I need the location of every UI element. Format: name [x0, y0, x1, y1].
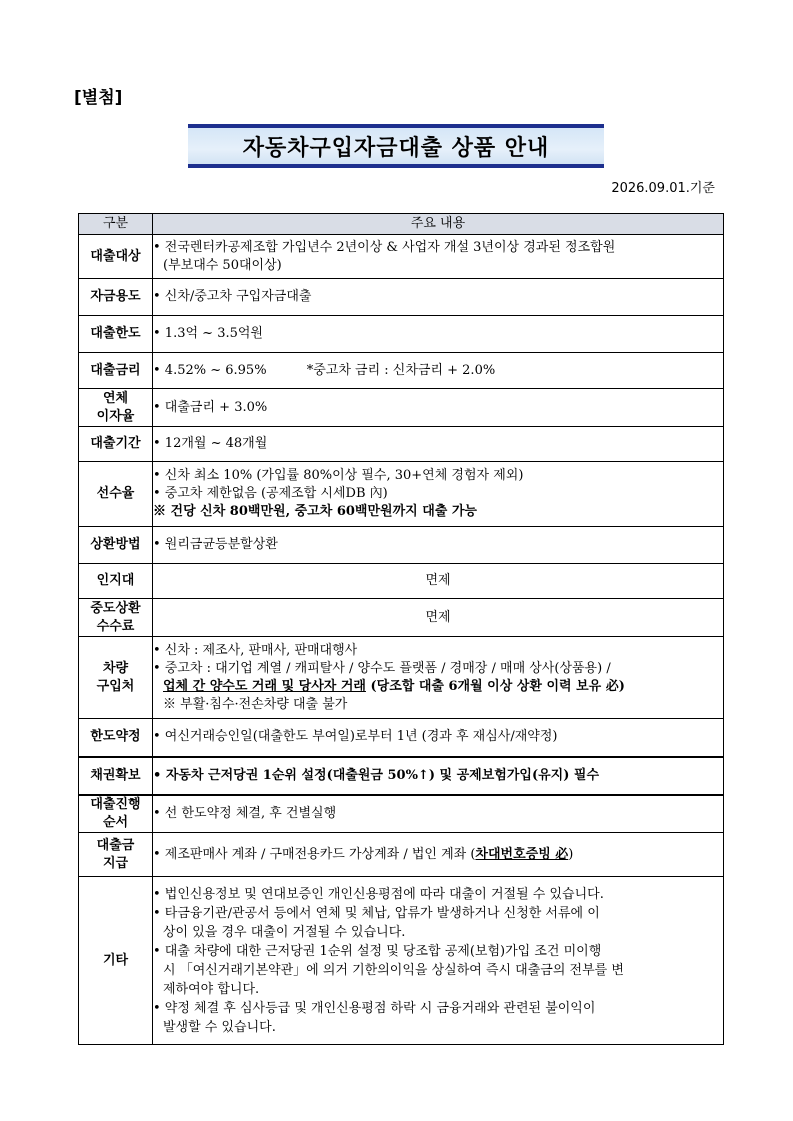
- content-line: • 법인신용정보 및 연대보증인 개인신용평점에 따라 대출이 거절될 수 있습니다.: [153, 886, 604, 902]
- row-label-line: 차량: [102, 660, 129, 676]
- attachment-label: [별첨]: [74, 88, 123, 108]
- row-content: [153, 279, 724, 316]
- content-line: • 중고차 : 대기업 계열 / 캐피탈사 / 양수도 플랫폼 / 경매장 / 매매 상사(상품용) /: [153, 660, 611, 676]
- content-line: • 약정 체결 후 심사등급 및 개인신용평점 하락 시 금융거래와 관련된 불이익이: [153, 1000, 596, 1016]
- bold-text: (당조합 대출 6개월 이상 상환 이력 보유 必): [365, 678, 625, 694]
- row-label: [79, 389, 153, 427]
- table-row: [79, 427, 724, 462]
- row-label: 대출금리: [79, 353, 153, 389]
- table-row: [79, 527, 724, 564]
- content-line: • 자동차 근저당권 1순위 설정(대출원금 50%↑) 및 공제보험가입(유지) 필수: [153, 767, 600, 783]
- row-content: 면제: [153, 564, 724, 599]
- table-row: [79, 316, 724, 353]
- row-content: [153, 637, 724, 719]
- table-header-row: [79, 214, 724, 235]
- content-line: • 중고차 제한없음 (공제조합 시세DB 內): [153, 486, 388, 501]
- row-content: [153, 316, 724, 353]
- content-line: • 12개월 ~ 48개월: [153, 436, 268, 451]
- content-line: • 선 한도약정 체결, 후 건별실행: [153, 805, 337, 821]
- content-line: • 원리금균등분할상환: [153, 537, 278, 552]
- row-content: [153, 235, 724, 279]
- header-content: 주요 내용: [153, 214, 724, 235]
- document-title: 자동차구입자금대출 상품 안내: [242, 135, 550, 161]
- row-label: 자금용도: [79, 279, 153, 316]
- row-content: 면제: [153, 599, 724, 637]
- header-category: 구분: [79, 214, 153, 235]
- row-content: [153, 833, 724, 877]
- product-table: [78, 213, 724, 1045]
- table-row: [79, 353, 724, 389]
- content-line: • 신차 : 제조사, 판매사, 판매대행사: [153, 642, 358, 658]
- table-row: [79, 462, 724, 527]
- content-line: 발생할 수 있습니다.: [163, 1019, 276, 1035]
- content-line: ※ 부활·침수·전손차량 대출 불가: [163, 696, 348, 712]
- content-line: 상이 있을 경우 대출이 거절될 수 있습니다.: [163, 924, 406, 940]
- table-row: [79, 833, 724, 877]
- content-line: • 여신거래승인일(대출한도 부여일)로부터 1년 (경과 후 재심사/재약정): [153, 729, 558, 745]
- row-label-line: 수수료: [96, 618, 135, 634]
- table-row: [79, 877, 724, 1045]
- table-row: [79, 279, 724, 316]
- row-label-line: 지급: [102, 855, 129, 871]
- content-line: • 신차 최소 10% (가입률 80%이상 필수, 30+연체 경험자 제외): [153, 468, 524, 483]
- content-line: *중고차 금리 : 신차금리 + 2.0%: [306, 362, 496, 378]
- content-line: • 신차/중고차 구입자금대출: [153, 289, 312, 304]
- content-line: • 4.52% ~ 6.95%: [153, 362, 267, 378]
- row-content: [153, 719, 724, 757]
- content-line: • 타금융기관/관공서 등에서 연체 및 체납, 압류가 발생하거나 신청한 서류에 이: [153, 905, 600, 921]
- table-row: [79, 564, 724, 599]
- row-label: 대출한도: [79, 316, 153, 353]
- underlined-text: 업체 간 양수도 거래 및 당사자 거래: [163, 678, 366, 694]
- row-label-line: 대출진행: [90, 796, 141, 812]
- row-label: [79, 599, 153, 637]
- table-row: [79, 599, 724, 637]
- row-content: [153, 389, 724, 427]
- content-line: 시 「여신거래기본약관」에 의거 기한의이익을 상실하여 즉시 대출금의 전부를 변: [163, 962, 624, 978]
- row-content: [153, 527, 724, 564]
- content-line: • 전국렌터카공제조합 가입년수 2년이상 & 사업자 개설 3년이상 경과된 정조합원: [153, 239, 616, 255]
- row-label: [79, 833, 153, 877]
- content-line: ※ 건당 신차 80백만원, 중고차 60백만원까지 대출 가능: [153, 504, 477, 519]
- row-label: 상환방법: [79, 527, 153, 564]
- row-content: [153, 427, 724, 462]
- row-label: [79, 637, 153, 719]
- table-row: [79, 719, 724, 757]
- row-label-line: 순서: [102, 814, 129, 830]
- content-line: [153, 678, 723, 696]
- row-content: [153, 757, 724, 795]
- row-label: 채권확보: [79, 757, 153, 795]
- content-line: • 1.3억 ~ 3.5억원: [153, 326, 263, 341]
- row-content: [153, 353, 724, 389]
- content-line: • 대출 차량에 대한 근저당권 1순위 설정 및 당조합 공제(보험)가입 조건 미이행: [153, 943, 602, 959]
- table-row: [79, 389, 724, 427]
- table-row: [79, 637, 724, 719]
- title-banner: [188, 124, 604, 168]
- row-content: [153, 877, 724, 1045]
- row-label-line: 구입처: [96, 678, 135, 694]
- content-line: 제하여야 합니다.: [163, 981, 260, 997]
- row-label: 한도약정: [79, 719, 153, 757]
- row-label: 선수율: [79, 462, 153, 527]
- content-line: (부보대수 50대이상): [163, 257, 282, 273]
- row-label-line: 대출금: [96, 837, 135, 853]
- row-label: 대출기간: [79, 427, 153, 462]
- row-label: 인지대: [79, 564, 153, 599]
- table-row: [79, 757, 724, 795]
- table-row: [79, 235, 724, 279]
- row-content: [153, 462, 724, 527]
- underlined-text: 차대번호증빙 必: [475, 846, 569, 862]
- table-row: [79, 795, 724, 833]
- reference-date: 2026.09.01.기준: [611, 181, 715, 196]
- row-label: 기타: [79, 877, 153, 1045]
- content-line: • 제조판매사 계좌 / 구매전용카드 가상계좌 / 법인 계좌 (: [153, 846, 476, 862]
- row-label-line: 중도상환: [90, 600, 141, 616]
- row-content: [153, 795, 724, 833]
- row-label-line: 연체: [102, 390, 129, 406]
- content-close: ): [568, 846, 574, 862]
- row-label: 대출대상: [79, 235, 153, 279]
- row-label: [79, 795, 153, 833]
- content-line: • 대출금리 + 3.0%: [153, 399, 268, 415]
- row-label-line: 이자율: [96, 408, 135, 424]
